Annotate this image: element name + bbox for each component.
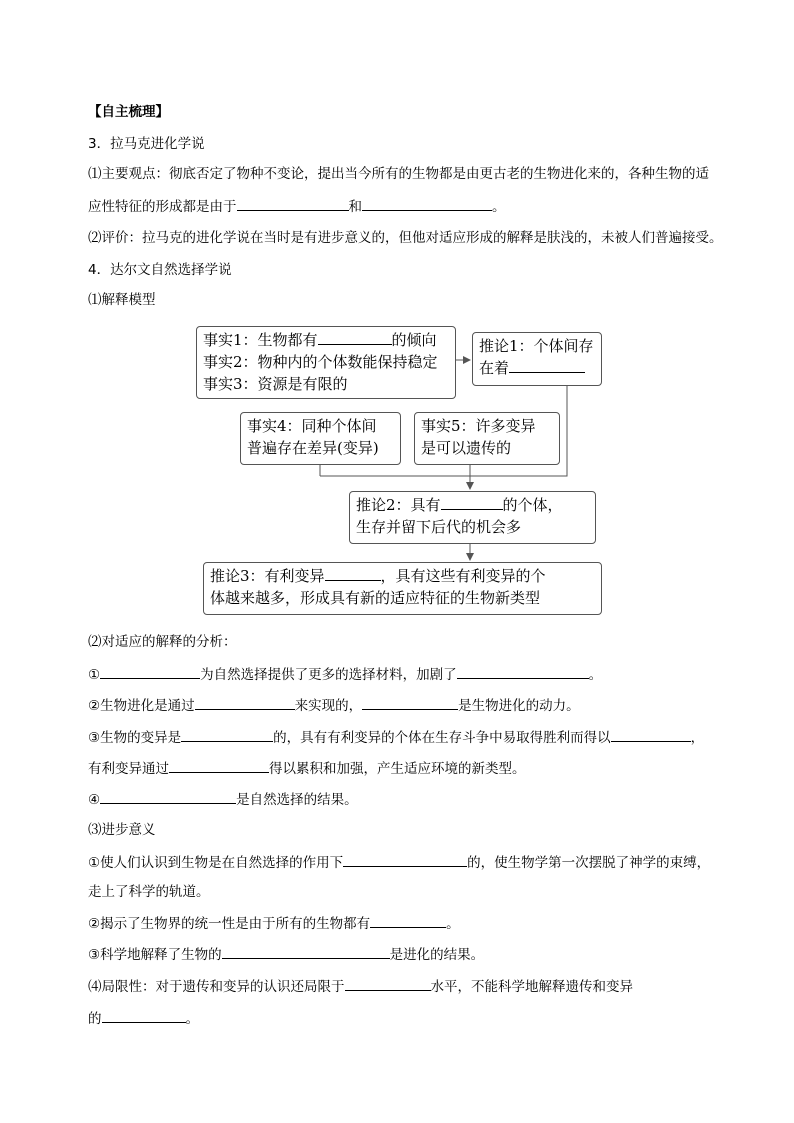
text: ③科学地解释了生物的 bbox=[88, 947, 222, 963]
text: ②揭示了生物界的统一性是由于所有的生物都有 bbox=[88, 916, 371, 932]
text: ，具有这些有利变异的个 bbox=[380, 567, 546, 585]
limitation-line1 bbox=[88, 976, 633, 997]
progress-2 bbox=[88, 913, 460, 934]
fact5-box bbox=[414, 412, 560, 465]
progress-3 bbox=[88, 944, 484, 965]
text: 得以累积和加强，产生适应环境的新类型。 bbox=[269, 761, 526, 777]
blank-field[interactable] bbox=[237, 196, 349, 211]
text: ① bbox=[88, 667, 101, 683]
analysis-3-cont bbox=[88, 758, 526, 779]
text: 的，具有有利变异的个体在生存斗争中易取得胜利而得以 bbox=[273, 730, 611, 746]
limitation-line2 bbox=[88, 1008, 199, 1029]
blank-field[interactable] bbox=[441, 494, 503, 510]
text: 。 bbox=[492, 199, 506, 215]
text: ①使人们认识到生物是在自然选择的作用下 bbox=[88, 855, 344, 871]
blank-field[interactable] bbox=[195, 695, 295, 710]
text: 推论2：具有 bbox=[356, 496, 441, 514]
blank-field[interactable] bbox=[343, 852, 467, 867]
facts-1-3-box bbox=[196, 326, 456, 399]
text: ， bbox=[690, 730, 705, 746]
lamarck-p1-line1: ⑴主要观点：彻底否定了物种不变论，提出当今所有的生物都是由更古老的生物进化来的，各种生物的适 bbox=[88, 166, 709, 182]
text: 的，使生物学第一次摆脱了神学的束缚， bbox=[467, 855, 711, 871]
text: 在着 bbox=[479, 359, 510, 377]
inference1-line1: 推论1：个体间存 bbox=[479, 337, 594, 355]
blank-field[interactable] bbox=[457, 664, 589, 679]
text: 来实现的， bbox=[294, 698, 363, 714]
text: 为自然选择提供了更多的选择材料，加剧了 bbox=[200, 667, 457, 683]
lamarck-p1-line2 bbox=[88, 196, 506, 217]
text: 。 bbox=[446, 916, 460, 932]
inference1-box bbox=[472, 332, 602, 386]
text: 。 bbox=[588, 667, 603, 683]
blank-field[interactable] bbox=[222, 944, 390, 959]
model-title: ⑴解释模型 bbox=[88, 292, 156, 308]
inference2-box bbox=[349, 491, 596, 544]
text: 应性特征的形成都是由于 bbox=[88, 199, 237, 215]
lamarck-heading: 3．拉马克进化学说 bbox=[88, 136, 205, 152]
analysis-3 bbox=[88, 727, 704, 748]
blank-field[interactable] bbox=[370, 913, 446, 928]
fact3: 事实3：资源是有限的 bbox=[203, 375, 348, 393]
blank-field[interactable] bbox=[362, 695, 458, 710]
blank-field[interactable] bbox=[100, 664, 200, 679]
text: 是进化的结果。 bbox=[389, 947, 485, 963]
blank-field[interactable] bbox=[611, 727, 691, 742]
text: 的倾向 bbox=[391, 331, 437, 349]
text: ④ bbox=[88, 792, 101, 808]
blank-field[interactable] bbox=[325, 565, 381, 581]
fact5-line1: 事实5：许多变异 bbox=[421, 417, 536, 435]
text: 是生物进化的动力。 bbox=[458, 698, 580, 714]
inference2-line2: 生存并留下后代的机会多 bbox=[356, 518, 522, 536]
analysis-4 bbox=[88, 789, 358, 810]
darwin-heading: 4．达尔文自然选择学说 bbox=[88, 262, 232, 278]
fact2: 事实2：物种内的个体数能保持稳定 bbox=[203, 353, 438, 371]
lamarck-p2: ⑵评价：拉马克的进化学说在当时是有进步意义的，但他对适应形成的解释是肤浅的，未被人们普遍接受。 bbox=[88, 230, 723, 246]
text: ②生物进化是通过 bbox=[88, 698, 195, 714]
fact4-line2: 普遍存在差异(变异) bbox=[247, 439, 379, 457]
text: 水平，不能科学地解释遗传和变异 bbox=[430, 979, 633, 995]
fact4-line1: 事实4：同种个体间 bbox=[247, 417, 377, 435]
fact1 bbox=[203, 329, 449, 351]
blank-field[interactable] bbox=[318, 329, 392, 345]
blank-field[interactable] bbox=[345, 976, 431, 991]
blank-field[interactable] bbox=[362, 196, 492, 211]
inference3-box bbox=[203, 562, 602, 615]
text: 的 bbox=[88, 1011, 102, 1027]
progress-title: ⑶进步意义 bbox=[88, 822, 156, 838]
text: 是自然选择的结果。 bbox=[236, 792, 358, 808]
section-title: 【自主梳理】 bbox=[88, 104, 169, 120]
text: ⑷局限性：对于遗传和变异的认识还局限于 bbox=[88, 979, 345, 995]
inference3-line1 bbox=[210, 565, 595, 587]
text: 事实1：生物都有 bbox=[203, 331, 318, 349]
analysis-title: ⑵对适应的解释的分析： bbox=[88, 634, 237, 650]
analysis-1 bbox=[88, 664, 602, 685]
blank-field[interactable] bbox=[102, 1008, 186, 1023]
inference1-line2 bbox=[479, 357, 595, 379]
text: 的个体， bbox=[502, 496, 563, 514]
text: 。 bbox=[185, 1011, 199, 1027]
inference3-line2: 体越来越多，形成具有新的适应特征的生物新类型 bbox=[210, 589, 541, 607]
text: 和 bbox=[348, 199, 362, 215]
blank-field[interactable] bbox=[181, 727, 273, 742]
blank-field[interactable] bbox=[100, 789, 236, 804]
text: 推论3：有利变异 bbox=[210, 567, 325, 585]
text: 有利变异通过 bbox=[88, 761, 169, 777]
analysis-2 bbox=[88, 695, 580, 716]
progress-1 bbox=[88, 852, 710, 873]
progress-1-cont: 走上了科学的轨道。 bbox=[88, 884, 210, 900]
inference2-line1 bbox=[356, 494, 589, 516]
text: ③生物的变异是 bbox=[88, 730, 182, 746]
fact4-box bbox=[240, 412, 401, 465]
blank-field[interactable] bbox=[509, 357, 585, 373]
fact5-line2: 是可以遗传的 bbox=[421, 439, 512, 457]
blank-field[interactable] bbox=[169, 758, 269, 773]
